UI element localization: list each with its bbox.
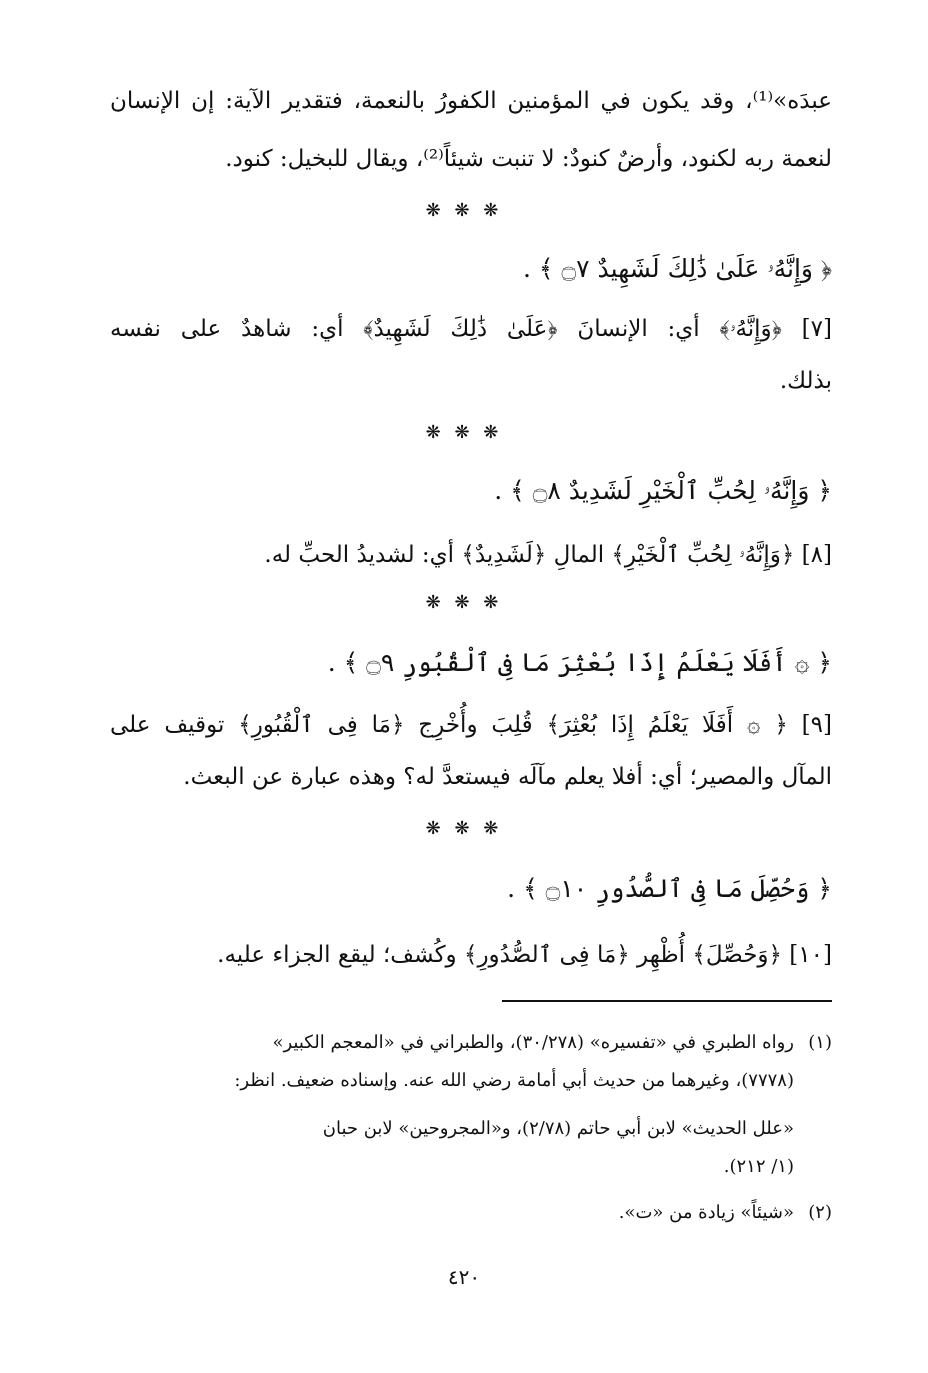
- footnote-text: رواه الطبري في «تفسيره» (٣٠/٢٧٨)، والطبراني في «المعجم الكبير»: [272, 1032, 794, 1053]
- quran-verse-9: ﴿ ۞ أَفَلَا يَعْلَمُ إِذَا بُعْثِرَ مَا فِى ٱلْقُبُورِ ۝٩ ﴾ .: [327, 648, 832, 677]
- section-separator-stars: ❋ ❋ ❋: [425, 422, 503, 443]
- footnote-1-line: (٧٧٧٨)، وغيرهما من حديث أبي أمامة رضي الله عنه. وإسناده ضعيف. انظر:: [234, 1070, 794, 1091]
- tafsir-verse-9: [٩] ﴿ ۞ أَفَلَا يَعْلَمُ إِذَا بُعْثِرَ﴾ قُلِبَ وأُخْرِج ﴿مَا فِى ٱلْقُبُورِ﴾ توقيف على: [110, 712, 832, 738]
- quran-verse-10: ﴿ وَحُصِّلَ مَا فِى ٱلصُّدُورِ ۝١٠ ﴾ .: [507, 874, 832, 903]
- section-separator-stars: ❋ ❋ ❋: [425, 200, 503, 221]
- quran-verse-8: ﴿ وَإِنَّهُۥ لِحُبِّ ٱلْخَيْرِ لَشَدِيدٌ ۝٨ ﴾ .: [494, 476, 832, 505]
- quran-verse-7: ﴿ وَإِنَّهُۥ عَلَىٰ ذَٰلِكَ لَشَهِيدٌ ۝٧ ﴾ .: [523, 254, 832, 283]
- body-line: عبدَه»⁽¹⁾، وقد يكون في المؤمنين الكفورُ بالنعمة، فتقدير الآية: إن الإنسان: [110, 88, 832, 114]
- footnote-number: (١): [808, 1032, 832, 1053]
- section-separator-stars: ❋ ❋ ❋: [425, 818, 503, 839]
- footnote-separator: [502, 1000, 832, 1002]
- page-number: ٤٢٠: [447, 1265, 481, 1289]
- tafsir-verse-8: [٨] ﴿وَإِنَّهُۥ لِحُبِّ ٱلْخَيْرِ﴾ المالِ ﴿لَشَدِيدٌ﴾ أي: لشديدُ الحبِّ له.: [264, 542, 832, 568]
- footnote-1: [110, 1028, 832, 1058]
- footnote-2: [110, 1198, 832, 1228]
- tafsir-verse-7: [٧] ﴿وَإِنَّهُۥ﴾ أي: الإنسانَ ﴿عَلَىٰ ذَٰلِكَ لَشَهِيدٌ﴾ أي: شاهدٌ على نفسه: [110, 316, 832, 342]
- footnote-number: (٢): [808, 1202, 832, 1223]
- footnote-1-line: «علل الحديث» لابن أبي حاتم (٢/٧٨)، و«المجروحين» لابن حبان: [322, 1118, 794, 1139]
- section-separator-stars: ❋ ❋ ❋: [425, 592, 503, 613]
- body-line: لنعمة ربه لكنود، وأرضٌ كنودٌ: لا تنبت شيئاً⁽²⁾، ويقال للبخيل: كنود.: [225, 146, 832, 172]
- tafsir-verse-9-continued: المآل والمصير؛ أي: أفلا يعلم مآلَه فيستعدَّ له؟ وهذه عبارة عن البعث.: [183, 764, 832, 790]
- tafsir-verse-10: [١٠] ﴿وَحُصِّلَ﴾ أُظْهِر ﴿مَا فِى ٱلصُّدُورِ﴾ وكُشف؛ ليقع الجزاء عليه.: [217, 942, 832, 968]
- tafsir-verse-7-continued: بذلك.: [779, 368, 832, 394]
- footnote-text: «شيئاً» زيادة من «ت».: [618, 1202, 794, 1223]
- footnote-1-line: (١/ ٢١٢).: [723, 1156, 794, 1177]
